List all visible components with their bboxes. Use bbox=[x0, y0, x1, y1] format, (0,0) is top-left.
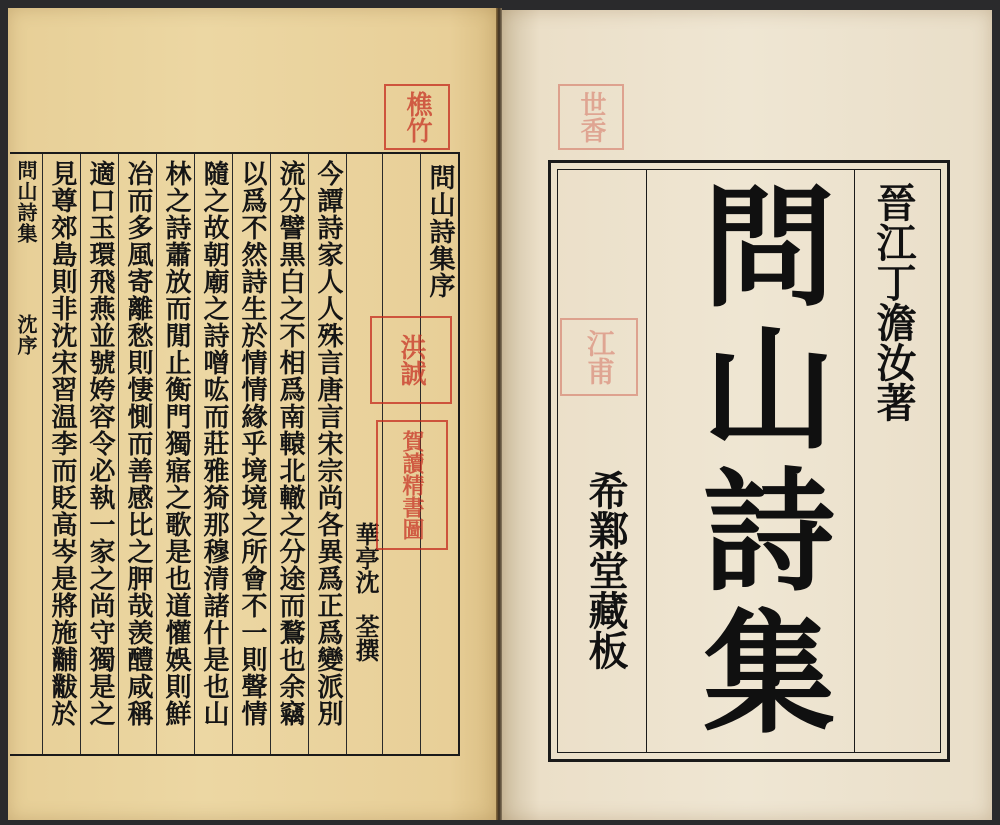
author-name: 荃撰 bbox=[351, 614, 380, 662]
text-column-3 bbox=[232, 154, 270, 754]
text-column-1 bbox=[308, 154, 346, 754]
seal-middle-right-page: 江甫 bbox=[560, 318, 638, 396]
title-char: 詩 bbox=[703, 456, 835, 610]
margin-sub-text: 沈序 bbox=[14, 314, 38, 356]
column-text: 隨之故朝廟之詩噌吰而莊雅猗那穆清諸什是也山 bbox=[199, 160, 229, 727]
author-credit: 晉江丁澹汝著 bbox=[870, 182, 917, 422]
preface-title: 問山詩集序 bbox=[425, 164, 455, 299]
column-text: 適口玉環飛燕並號姱容令必執一家之尚守獨是之 bbox=[85, 160, 115, 727]
text-column-8 bbox=[42, 154, 80, 754]
text-column-5 bbox=[156, 154, 194, 754]
margin-title-text: 問山詩集 bbox=[14, 160, 38, 244]
author-place: 華亭沈 bbox=[351, 522, 380, 594]
seal-middle-left-page: 洪誠 bbox=[370, 316, 452, 404]
title-char: 山 bbox=[703, 314, 835, 468]
title-page-inner-border bbox=[557, 169, 941, 753]
title-char: 集 bbox=[703, 598, 835, 752]
text-column-4 bbox=[194, 154, 232, 754]
column-text: 今譚詩家人人殊言唐言宋宗尚各異爲正爲變派別 bbox=[313, 160, 343, 727]
divider-left bbox=[646, 170, 647, 752]
seal-lower-left-page: 賀讀精書圖 bbox=[376, 420, 448, 550]
book-gutter bbox=[496, 8, 502, 820]
title-page-frame bbox=[548, 160, 950, 762]
text-column-7 bbox=[80, 154, 118, 754]
publisher-credit: 希鄴堂藏板 bbox=[582, 470, 629, 670]
column-text: 林之詩蕭放而閒止衡門獨寤之歌是也道懽娛則鮮 bbox=[161, 160, 191, 727]
margin-column bbox=[10, 154, 42, 754]
column-text: 見尊郊島則非沈宋習温李而貶高岑是將施黼黻於 bbox=[47, 160, 77, 727]
seal-top-left-page: 樵竹 bbox=[384, 84, 450, 150]
text-column-2 bbox=[270, 154, 308, 754]
text-column-6 bbox=[118, 154, 156, 754]
book-title bbox=[674, 172, 864, 752]
seal-top-right-page: 世香 bbox=[558, 84, 624, 150]
column-text: 以爲不然詩生於情情緣乎境境之所會不一則聲情 bbox=[237, 160, 267, 727]
column-text: 冶而多風寄離愁則悽惻而善感比之胛哉羡醴咸稱 bbox=[123, 160, 153, 727]
title-char: 問 bbox=[703, 172, 835, 326]
column-text: 流分譬黒白之不相爲南轅北轍之分途而鶩也余竊 bbox=[275, 160, 305, 727]
